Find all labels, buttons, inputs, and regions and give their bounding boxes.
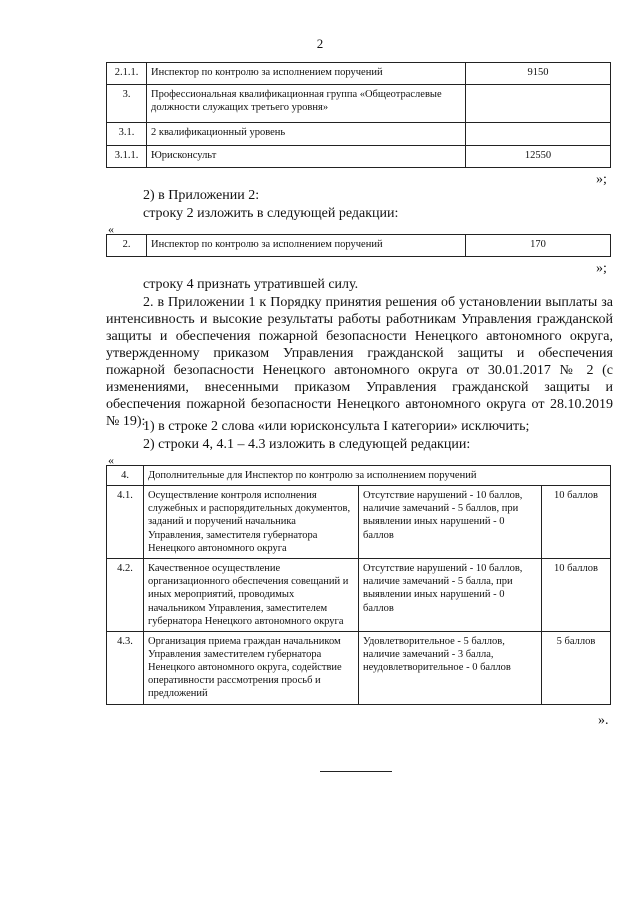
points: 10 баллов <box>542 486 611 559</box>
salary-value <box>466 85 611 123</box>
evaluation: Отсутствие нарушений - 10 баллов, наличие замечаний - 5 баллов, при выявлении иных нарушений - 0 баллов <box>359 486 542 559</box>
end-divider <box>320 771 392 772</box>
bonus-value: 170 <box>466 235 611 257</box>
table-row <box>107 486 611 559</box>
criterion: Качественное осуществление организационного обеспечения совещаний и иных мероприятий, проводимых начальником Управления, заместителем губернатора Ненецкого автономного округа <box>144 559 359 632</box>
row-number: 4. <box>107 466 144 486</box>
section-title: Дополнительные для Инспектор по контролю за исполнением поручений <box>144 466 611 486</box>
position-name: Инспектор по контролю за исполнением поручений <box>147 235 466 257</box>
row-number: 3.1.1. <box>107 146 147 168</box>
table-row <box>107 631 611 704</box>
row-number: 2. <box>107 235 147 257</box>
page-number: 2 <box>316 36 324 51</box>
salary-value: 12550 <box>466 146 611 168</box>
list-item-1: 1) в строке 2 слова «или юрисконсульта I категории» исключить; <box>143 419 530 434</box>
criterion: Организация приема граждан начальником Управления заместителем губернатора Ненецкого автономного округа, содействие оперативности рассмотрения просьб и предложений <box>144 631 359 704</box>
evaluation: Удовлетворительное - 5 баллов, наличие замечаний - 3 балла, неудовлетворительное - 0 баллов <box>359 631 542 704</box>
salary-table <box>106 62 611 168</box>
opening-quote: « <box>108 453 114 467</box>
position-name: Профессиональная квалификационная группа «Общеотраслевые должности служащих третьего уровня» <box>147 85 466 123</box>
row-number: 2.1.1. <box>107 63 147 85</box>
closing-quote: ». <box>598 713 609 728</box>
row-number: 4.3. <box>107 631 144 704</box>
evaluation: Отсутствие нарушений - 10 баллов, наличие замечаний - 5 балла, при выявлении иных нарушений - 0 баллов <box>359 559 542 632</box>
table-row <box>107 235 611 257</box>
criterion: Осуществление контроля исполнения служебных и распорядительных документов, заданий и поручений начальника Управления, заместителя губернатора Ненецкого автономного округа <box>144 486 359 559</box>
row-number: 3. <box>107 85 147 123</box>
bonus-table <box>106 234 611 257</box>
table-row <box>107 146 611 168</box>
list-item-2: 2) строки 4, 4.1 – 4.3 изложить в следующей редакции: <box>143 437 471 452</box>
paragraph-appendix-2: 2) в Приложении 2: <box>143 188 260 203</box>
points: 5 баллов <box>542 631 611 704</box>
points: 10 баллов <box>542 559 611 632</box>
opening-quote: « <box>108 222 114 236</box>
row-number: 4.2. <box>107 559 144 632</box>
salary-value <box>466 123 611 146</box>
table-header-row <box>107 466 611 486</box>
salary-value: 9150 <box>466 63 611 85</box>
table-row <box>107 559 611 632</box>
paragraph-main: 2. в Приложении 1 к Порядку принятия решения об установлении выплаты за интенсивность и высокие результаты работы работникам Управления гражданской защиты и обеспечения пожарной безопасности Ненецкого автономного округа, утвержденному приказом Управления гражданской защиты и обеспечения пожарной безопасности Ненецкого автономного округа от 30.01.2017 № 2 (с изменениями, внесенными приказом Управления гражданской защиты и обеспечения пожарной безопасности Ненецкого автономного округа от 28.10.2019 № 19): <box>106 295 613 429</box>
table-row <box>107 123 611 146</box>
row-number: 3.1. <box>107 123 147 146</box>
table-row <box>107 63 611 85</box>
position-name: Юрисконсульт <box>147 146 466 168</box>
position-name: Инспектор по контролю за исполнением поручений <box>147 63 466 85</box>
position-name: 2 квалификационный уровень <box>147 123 466 146</box>
closing-quote: »; <box>596 172 607 187</box>
paragraph-row-4: строку 4 признать утратившей силу. <box>143 277 359 292</box>
criteria-table <box>106 465 611 705</box>
row-number: 4.1. <box>107 486 144 559</box>
closing-quote: »; <box>596 261 607 276</box>
table-row <box>107 85 611 123</box>
paragraph-row-2: строку 2 изложить в следующей редакции: <box>143 206 399 221</box>
